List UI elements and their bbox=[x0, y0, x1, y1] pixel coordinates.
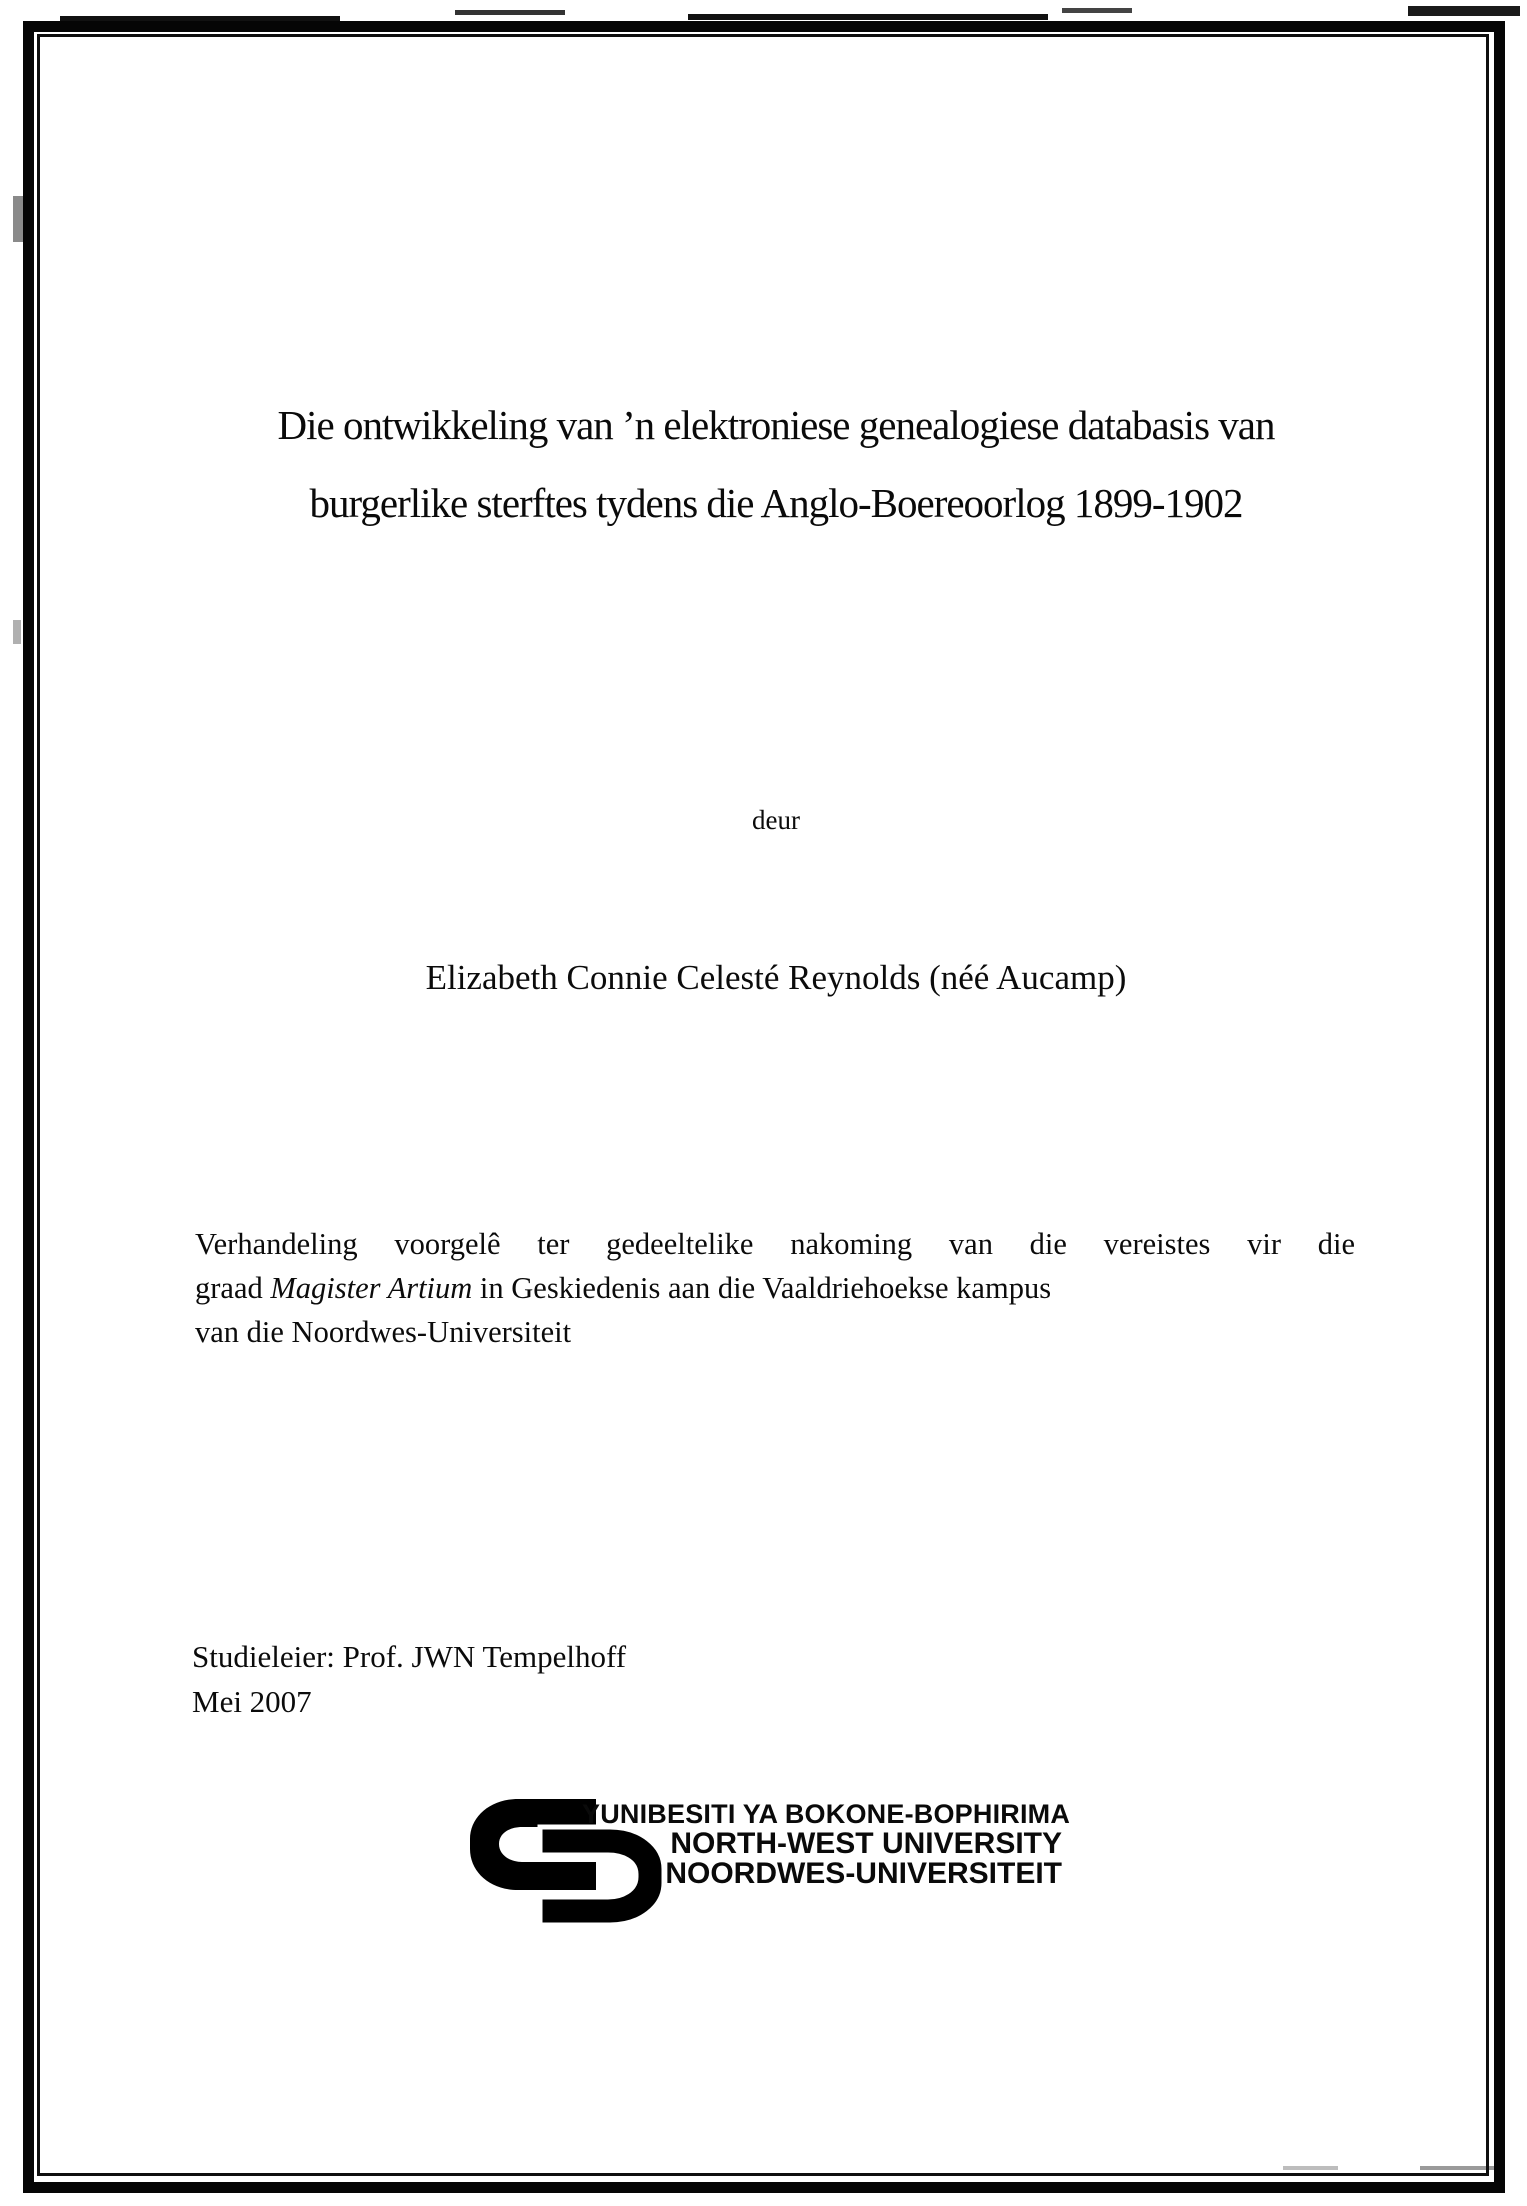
scan-artifact bbox=[13, 620, 21, 644]
degree-name-italic: Magister Artium bbox=[270, 1271, 473, 1305]
scan-artifact bbox=[688, 14, 1048, 20]
thesis-title-line2: burgerlike sterftes tydens die Anglo-Boereoorlog 1899-1902 bbox=[309, 480, 1243, 526]
thesis-title-line1: Die ontwikkeling van ’n elektroniese genealogiese databasis van bbox=[277, 402, 1275, 448]
scan-artifact bbox=[13, 196, 23, 242]
university-logo-text bbox=[582, 1799, 1071, 1890]
scan-artifact bbox=[455, 10, 565, 15]
logo-text-english: NORTH-WEST UNIVERSITY bbox=[670, 1827, 1062, 1860]
degree-statement bbox=[195, 1222, 1355, 1354]
logo-text-afrikaans: NOORDWES-UNIVERSITEIT bbox=[665, 1857, 1062, 1890]
degree-statement-line2 bbox=[195, 1266, 1355, 1310]
scan-artifact bbox=[1062, 8, 1132, 13]
degree-statement-line2-pre: graad bbox=[195, 1271, 271, 1305]
author-name: Elizabeth Connie Celesté Reynolds (néé Aucamp) bbox=[425, 958, 1127, 997]
thesis-title bbox=[195, 386, 1357, 542]
date-line: Mei 2007 bbox=[192, 1684, 312, 1719]
byline-deur: deur bbox=[752, 805, 800, 835]
degree-statement-line3: van die Noordwes-Universiteit bbox=[195, 1315, 572, 1349]
degree-statement-line2-post: in Geskiedenis aan die Vaaldriehoekse kampus bbox=[472, 1271, 1052, 1305]
degree-statement-line1: Verhandeling voorgelê ter gedeeltelike nakoming van die vereistes vir die bbox=[195, 1227, 1355, 1261]
scan-artifact bbox=[1408, 6, 1520, 16]
logo-text-setswana: YUNIBESITI YA BOKONE-BOPHIRIMA bbox=[582, 1799, 1071, 1829]
supervisor-line: Studieleier: Prof. JWN Tempelhoff bbox=[192, 1639, 627, 1674]
